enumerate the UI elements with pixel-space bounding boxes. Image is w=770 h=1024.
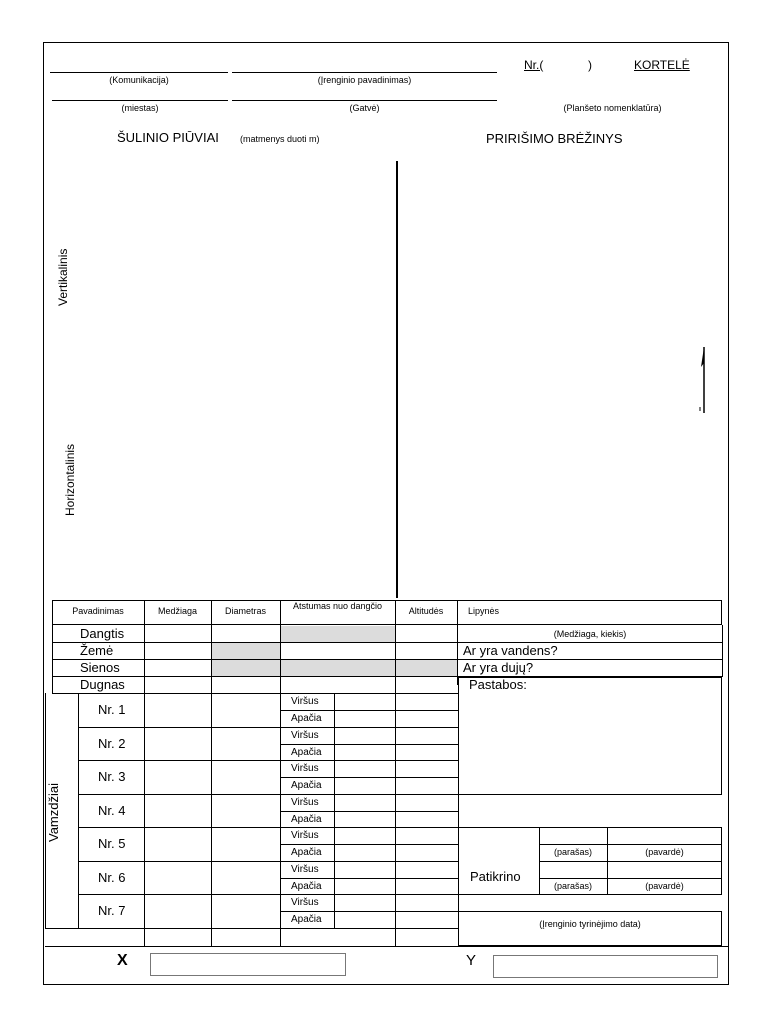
inspection-date-caption: (Įrenginio tyrinėjimo data) — [539, 919, 641, 929]
pipe-label: Nr. 1 — [98, 702, 126, 717]
pipe-label: Nr. 7 — [98, 903, 126, 918]
header-diameter: Diametras — [224, 606, 266, 616]
shaded-cell — [212, 660, 280, 676]
drawing-divider — [396, 161, 398, 598]
binding-title: PRIRIŠIMO BRĖŽINYS — [486, 131, 623, 146]
pipe-top-label: Viršus — [291, 797, 319, 808]
ladders-sub: (Medžiaga, kiekis) — [553, 629, 627, 639]
shaded-cell — [281, 626, 395, 642]
north-arrow-icon — [696, 345, 710, 415]
shaded-cell — [396, 660, 457, 676]
nr-label: Nr.( — [524, 58, 544, 72]
pipe-label: Nr. 3 — [98, 769, 126, 784]
pipe-label: Nr. 5 — [98, 836, 126, 851]
header-ladders: Lipynės — [468, 606, 500, 616]
gas-question: Ar yra dujų? — [463, 660, 534, 675]
city-caption: (miestas) — [121, 103, 159, 113]
sheet-caption: (Planšeto nomenklatūra) — [563, 103, 662, 113]
street-caption: (Gatvė) — [349, 103, 380, 113]
device-name-caption: (Įrenginio pavadinimas) — [317, 75, 412, 85]
header-altitudes: Altitudės — [408, 606, 444, 616]
communication-line — [50, 72, 228, 73]
row-bottom: Dugnas — [80, 677, 125, 692]
shaded-cell — [281, 660, 395, 676]
checked-label: Patikrino — [470, 869, 521, 884]
notes-label: Pastabos: — [469, 677, 527, 692]
signature-caption: (parašas) — [553, 847, 592, 857]
horizontal-label: Horizontalinis — [63, 443, 77, 516]
sections-units: (matmenys duoti m) — [240, 134, 320, 144]
pipe-top-label: Viršus — [291, 830, 319, 841]
x-coordinate-field[interactable] — [150, 953, 346, 976]
city-line — [52, 100, 228, 101]
pipe-bottom-label: Apačia — [291, 713, 322, 724]
pipe-bottom-label: Apačia — [291, 780, 322, 791]
pipe-bottom-label: Apačia — [291, 814, 322, 825]
surname-caption: (pavardė) — [645, 847, 684, 857]
sections-title: ŠULINIO PIŪVIAI — [117, 130, 219, 145]
pipe-top-label: Viršus — [291, 897, 319, 908]
vertical-label: Vertikalinis — [56, 248, 70, 306]
pipes-label: Vamzdžiai — [46, 782, 61, 842]
header-name: Pavadinimas — [72, 606, 124, 616]
street-line — [232, 100, 497, 101]
pipe-top-label: Viršus — [291, 730, 319, 741]
card-label: KORTELĖ — [634, 58, 690, 72]
row-walls: Sienos — [80, 660, 120, 675]
nr-close: ) — [588, 58, 592, 72]
x-label: X — [117, 952, 128, 969]
header-distance: Atstumas nuo dangčio — [292, 601, 383, 611]
pipe-top-label: Viršus — [291, 763, 319, 774]
pipe-label: Nr. 2 — [98, 736, 126, 751]
device-name-line — [232, 72, 497, 73]
communication-caption: (Komunikacija) — [109, 75, 169, 85]
pipe-label: Nr. 6 — [98, 870, 126, 885]
y-coordinate-field[interactable] — [493, 955, 718, 978]
pipe-bottom-label: Apačia — [291, 847, 322, 858]
row-cover: Dangtis — [80, 626, 125, 641]
header-material: Medžiaga — [157, 606, 198, 616]
pipe-bottom-label: Apačia — [291, 747, 322, 758]
signature-caption: (parašas) — [553, 881, 592, 891]
pipe-top-label: Viršus — [291, 696, 319, 707]
pipe-bottom-label: Apačia — [291, 914, 322, 925]
water-question: Ar yra vandens? — [463, 643, 558, 658]
pipe-bottom-label: Apačia — [291, 881, 322, 892]
notes-box — [458, 677, 722, 795]
shaded-cell — [212, 643, 280, 659]
pipe-top-label: Viršus — [291, 864, 319, 875]
pipe-label: Nr. 4 — [98, 803, 126, 818]
surname-caption: (pavardė) — [645, 881, 684, 891]
y-label: Y — [466, 952, 477, 969]
row-ground: Žemė — [80, 643, 114, 658]
